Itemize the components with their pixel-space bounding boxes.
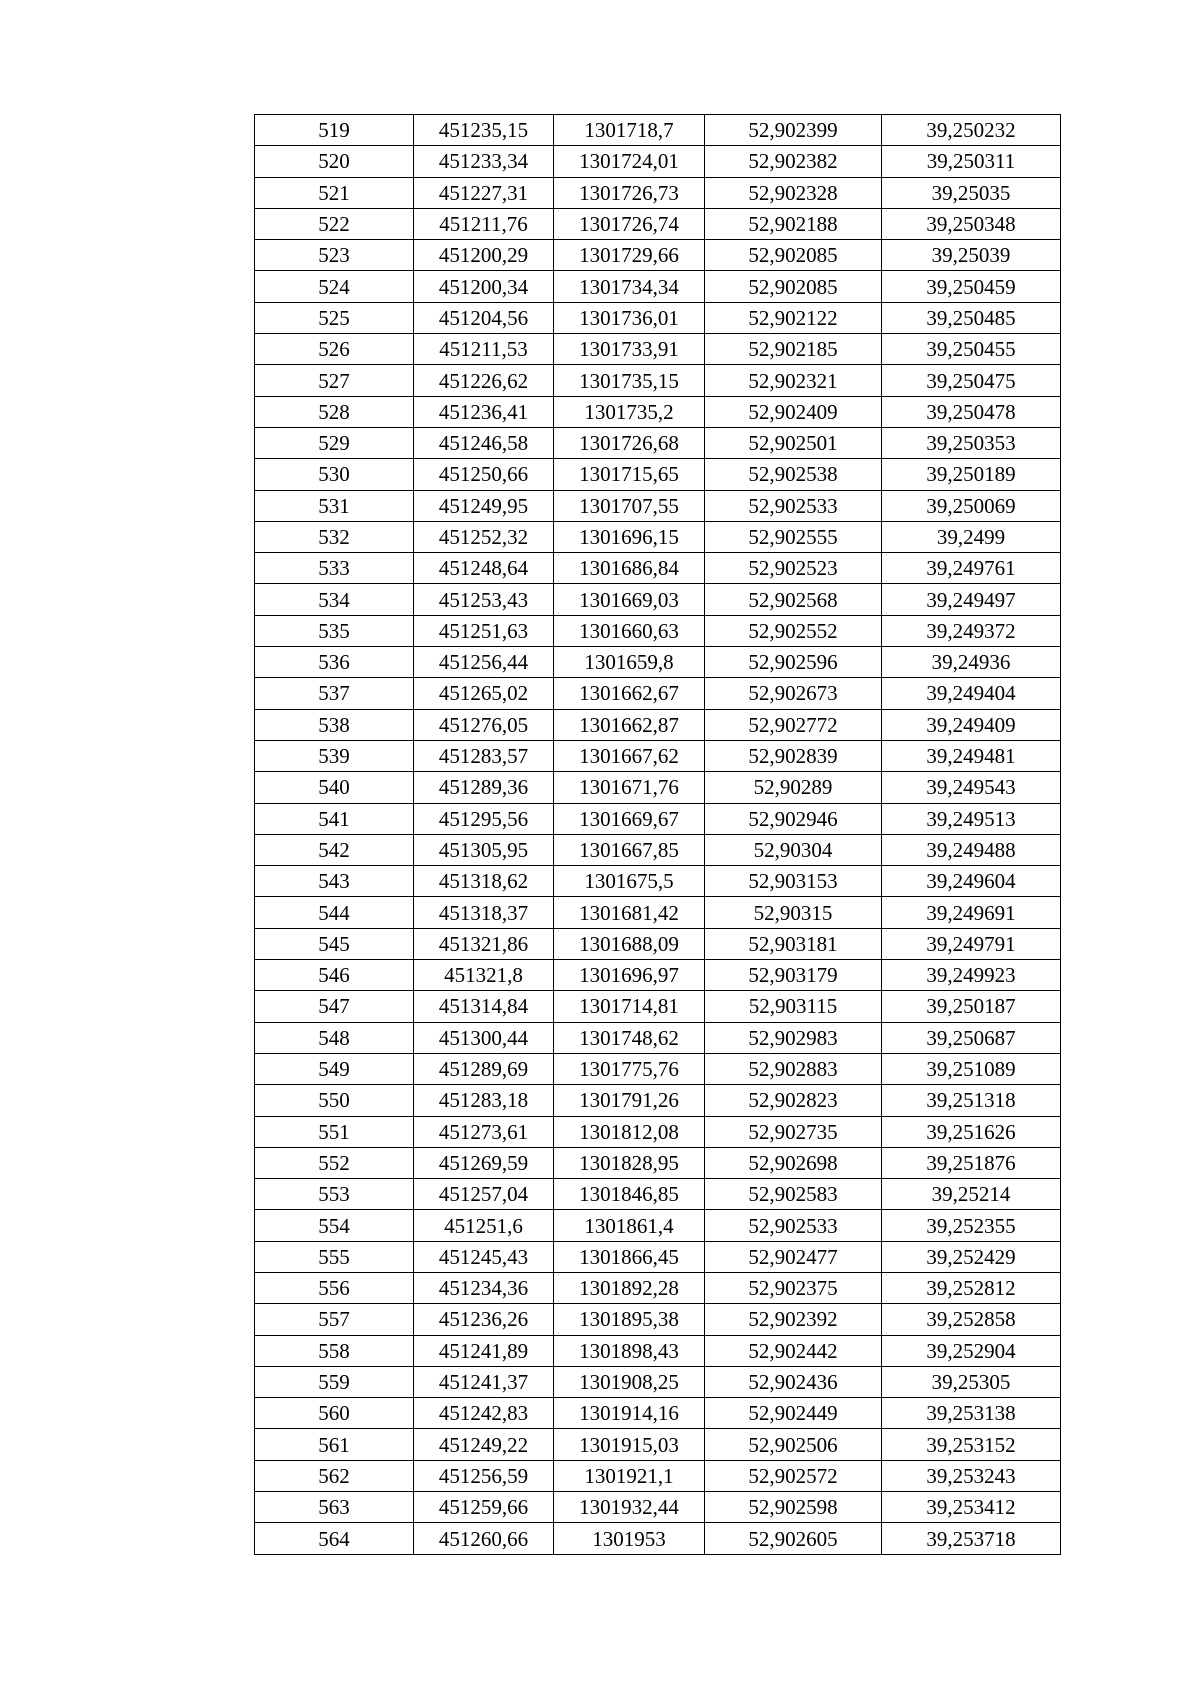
x-coordinate-cell: 451321,86 xyxy=(414,928,554,959)
point-number-cell: 561 xyxy=(255,1429,414,1460)
longitude-cell: 39,253412 xyxy=(882,1492,1061,1523)
point-number-cell: 543 xyxy=(255,866,414,897)
latitude-cell: 52,902533 xyxy=(705,1210,882,1241)
point-number-cell: 532 xyxy=(255,521,414,552)
table-row xyxy=(255,1053,1061,1084)
y-coordinate-cell: 1301718,7 xyxy=(554,115,705,146)
longitude-cell: 39,253152 xyxy=(882,1429,1061,1460)
table-row xyxy=(255,208,1061,239)
y-coordinate-cell: 1301726,73 xyxy=(554,177,705,208)
point-number-cell: 531 xyxy=(255,490,414,521)
table-row xyxy=(255,427,1061,458)
x-coordinate-cell: 451283,18 xyxy=(414,1085,554,1116)
latitude-cell: 52,902399 xyxy=(705,115,882,146)
x-coordinate-cell: 451289,69 xyxy=(414,1053,554,1084)
latitude-cell: 52,902122 xyxy=(705,302,882,333)
point-number-cell: 563 xyxy=(255,1492,414,1523)
y-coordinate-cell: 1301669,67 xyxy=(554,803,705,834)
point-number-cell: 522 xyxy=(255,208,414,239)
longitude-cell: 39,250069 xyxy=(882,490,1061,521)
longitude-cell: 39,249404 xyxy=(882,678,1061,709)
table-row xyxy=(255,866,1061,897)
latitude-cell: 52,902839 xyxy=(705,740,882,771)
y-coordinate-cell: 1301898,43 xyxy=(554,1335,705,1366)
latitude-cell: 52,902085 xyxy=(705,240,882,271)
x-coordinate-cell: 451318,37 xyxy=(414,897,554,928)
point-number-cell: 528 xyxy=(255,396,414,427)
table-row xyxy=(255,240,1061,271)
coordinates-table-body xyxy=(255,115,1061,1555)
latitude-cell: 52,902328 xyxy=(705,177,882,208)
latitude-cell: 52,902523 xyxy=(705,553,882,584)
y-coordinate-cell: 1301953 xyxy=(554,1523,705,1554)
latitude-cell: 52,902883 xyxy=(705,1053,882,1084)
point-number-cell: 534 xyxy=(255,584,414,615)
point-number-cell: 520 xyxy=(255,146,414,177)
latitude-cell: 52,902506 xyxy=(705,1429,882,1460)
y-coordinate-cell: 1301686,84 xyxy=(554,553,705,584)
latitude-cell: 52,902698 xyxy=(705,1147,882,1178)
point-number-cell: 555 xyxy=(255,1241,414,1272)
x-coordinate-cell: 451249,95 xyxy=(414,490,554,521)
y-coordinate-cell: 1301696,97 xyxy=(554,960,705,991)
table-row xyxy=(255,553,1061,584)
point-number-cell: 550 xyxy=(255,1085,414,1116)
table-row xyxy=(255,1523,1061,1554)
longitude-cell: 39,24936 xyxy=(882,647,1061,678)
table-row xyxy=(255,459,1061,490)
y-coordinate-cell: 1301667,62 xyxy=(554,740,705,771)
y-coordinate-cell: 1301675,5 xyxy=(554,866,705,897)
x-coordinate-cell: 451233,34 xyxy=(414,146,554,177)
latitude-cell: 52,90315 xyxy=(705,897,882,928)
point-number-cell: 519 xyxy=(255,115,414,146)
y-coordinate-cell: 1301812,08 xyxy=(554,1116,705,1147)
longitude-cell: 39,249513 xyxy=(882,803,1061,834)
x-coordinate-cell: 451241,89 xyxy=(414,1335,554,1366)
latitude-cell: 52,902583 xyxy=(705,1179,882,1210)
longitude-cell: 39,249481 xyxy=(882,740,1061,771)
longitude-cell: 39,249497 xyxy=(882,584,1061,615)
longitude-cell: 39,249372 xyxy=(882,615,1061,646)
y-coordinate-cell: 1301735,15 xyxy=(554,365,705,396)
y-coordinate-cell: 1301688,09 xyxy=(554,928,705,959)
point-number-cell: 560 xyxy=(255,1398,414,1429)
x-coordinate-cell: 451211,76 xyxy=(414,208,554,239)
table-row xyxy=(255,1147,1061,1178)
longitude-cell: 39,250475 xyxy=(882,365,1061,396)
latitude-cell: 52,902673 xyxy=(705,678,882,709)
table-row xyxy=(255,1492,1061,1523)
table-row xyxy=(255,490,1061,521)
x-coordinate-cell: 451283,57 xyxy=(414,740,554,771)
latitude-cell: 52,903115 xyxy=(705,991,882,1022)
x-coordinate-cell: 451318,62 xyxy=(414,866,554,897)
x-coordinate-cell: 451245,43 xyxy=(414,1241,554,1272)
table-row xyxy=(255,334,1061,365)
latitude-cell: 52,902375 xyxy=(705,1272,882,1303)
point-number-cell: 539 xyxy=(255,740,414,771)
longitude-cell: 39,252429 xyxy=(882,1241,1061,1272)
y-coordinate-cell: 1301921,1 xyxy=(554,1460,705,1491)
point-number-cell: 521 xyxy=(255,177,414,208)
longitude-cell: 39,250459 xyxy=(882,271,1061,302)
table-row xyxy=(255,271,1061,302)
latitude-cell: 52,902392 xyxy=(705,1304,882,1335)
y-coordinate-cell: 1301662,87 xyxy=(554,709,705,740)
point-number-cell: 554 xyxy=(255,1210,414,1241)
y-coordinate-cell: 1301667,85 xyxy=(554,834,705,865)
point-number-cell: 533 xyxy=(255,553,414,584)
table-row xyxy=(255,1116,1061,1147)
x-coordinate-cell: 451204,56 xyxy=(414,302,554,333)
y-coordinate-cell: 1301715,65 xyxy=(554,459,705,490)
longitude-cell: 39,250311 xyxy=(882,146,1061,177)
y-coordinate-cell: 1301736,01 xyxy=(554,302,705,333)
longitude-cell: 39,250478 xyxy=(882,396,1061,427)
latitude-cell: 52,902568 xyxy=(705,584,882,615)
longitude-cell: 39,250353 xyxy=(882,427,1061,458)
point-number-cell: 548 xyxy=(255,1022,414,1053)
y-coordinate-cell: 1301866,45 xyxy=(554,1241,705,1272)
latitude-cell: 52,903181 xyxy=(705,928,882,959)
point-number-cell: 541 xyxy=(255,803,414,834)
point-number-cell: 556 xyxy=(255,1272,414,1303)
longitude-cell: 39,252904 xyxy=(882,1335,1061,1366)
x-coordinate-cell: 451269,59 xyxy=(414,1147,554,1178)
latitude-cell: 52,902477 xyxy=(705,1241,882,1272)
x-coordinate-cell: 451314,84 xyxy=(414,991,554,1022)
point-number-cell: 535 xyxy=(255,615,414,646)
y-coordinate-cell: 1301908,25 xyxy=(554,1366,705,1397)
point-number-cell: 527 xyxy=(255,365,414,396)
table-row xyxy=(255,647,1061,678)
x-coordinate-cell: 451252,32 xyxy=(414,521,554,552)
x-coordinate-cell: 451251,6 xyxy=(414,1210,554,1241)
latitude-cell: 52,903179 xyxy=(705,960,882,991)
table-row xyxy=(255,1366,1061,1397)
y-coordinate-cell: 1301915,03 xyxy=(554,1429,705,1460)
x-coordinate-cell: 451226,62 xyxy=(414,365,554,396)
x-coordinate-cell: 451236,26 xyxy=(414,1304,554,1335)
longitude-cell: 39,249488 xyxy=(882,834,1061,865)
y-coordinate-cell: 1301791,26 xyxy=(554,1085,705,1116)
longitude-cell: 39,251876 xyxy=(882,1147,1061,1178)
latitude-cell: 52,902552 xyxy=(705,615,882,646)
table-row xyxy=(255,1272,1061,1303)
x-coordinate-cell: 451236,41 xyxy=(414,396,554,427)
longitude-cell: 39,250187 xyxy=(882,991,1061,1022)
longitude-cell: 39,253718 xyxy=(882,1523,1061,1554)
y-coordinate-cell: 1301734,34 xyxy=(554,271,705,302)
y-coordinate-cell: 1301748,62 xyxy=(554,1022,705,1053)
point-number-cell: 526 xyxy=(255,334,414,365)
table-row xyxy=(255,146,1061,177)
x-coordinate-cell: 451273,61 xyxy=(414,1116,554,1147)
longitude-cell: 39,249604 xyxy=(882,866,1061,897)
latitude-cell: 52,902572 xyxy=(705,1460,882,1491)
x-coordinate-cell: 451211,53 xyxy=(414,334,554,365)
latitude-cell: 52,902449 xyxy=(705,1398,882,1429)
table-row xyxy=(255,678,1061,709)
latitude-cell: 52,903153 xyxy=(705,866,882,897)
longitude-cell: 39,249543 xyxy=(882,772,1061,803)
x-coordinate-cell: 451251,63 xyxy=(414,615,554,646)
longitude-cell: 39,249923 xyxy=(882,960,1061,991)
x-coordinate-cell: 451227,31 xyxy=(414,177,554,208)
table-row xyxy=(255,1241,1061,1272)
y-coordinate-cell: 1301671,76 xyxy=(554,772,705,803)
latitude-cell: 52,902538 xyxy=(705,459,882,490)
point-number-cell: 529 xyxy=(255,427,414,458)
point-number-cell: 536 xyxy=(255,647,414,678)
x-coordinate-cell: 451200,34 xyxy=(414,271,554,302)
y-coordinate-cell: 1301735,2 xyxy=(554,396,705,427)
table-row xyxy=(255,521,1061,552)
point-number-cell: 562 xyxy=(255,1460,414,1491)
longitude-cell: 39,249791 xyxy=(882,928,1061,959)
y-coordinate-cell: 1301895,38 xyxy=(554,1304,705,1335)
x-coordinate-cell: 451241,37 xyxy=(414,1366,554,1397)
table-row xyxy=(255,615,1061,646)
longitude-cell: 39,250189 xyxy=(882,459,1061,490)
point-number-cell: 549 xyxy=(255,1053,414,1084)
y-coordinate-cell: 1301861,4 xyxy=(554,1210,705,1241)
y-coordinate-cell: 1301846,85 xyxy=(554,1179,705,1210)
y-coordinate-cell: 1301726,74 xyxy=(554,208,705,239)
y-coordinate-cell: 1301914,16 xyxy=(554,1398,705,1429)
table-row xyxy=(255,991,1061,1022)
point-number-cell: 523 xyxy=(255,240,414,271)
y-coordinate-cell: 1301714,81 xyxy=(554,991,705,1022)
latitude-cell: 52,902823 xyxy=(705,1085,882,1116)
y-coordinate-cell: 1301660,63 xyxy=(554,615,705,646)
point-number-cell: 544 xyxy=(255,897,414,928)
point-number-cell: 551 xyxy=(255,1116,414,1147)
longitude-cell: 39,249691 xyxy=(882,897,1061,928)
x-coordinate-cell: 451249,22 xyxy=(414,1429,554,1460)
longitude-cell: 39,253243 xyxy=(882,1460,1061,1491)
longitude-cell: 39,25305 xyxy=(882,1366,1061,1397)
y-coordinate-cell: 1301729,66 xyxy=(554,240,705,271)
point-number-cell: 552 xyxy=(255,1147,414,1178)
y-coordinate-cell: 1301733,91 xyxy=(554,334,705,365)
x-coordinate-cell: 451257,04 xyxy=(414,1179,554,1210)
table-row xyxy=(255,1460,1061,1491)
table-row xyxy=(255,1398,1061,1429)
y-coordinate-cell: 1301659,8 xyxy=(554,647,705,678)
longitude-cell: 39,251318 xyxy=(882,1085,1061,1116)
y-coordinate-cell: 1301681,42 xyxy=(554,897,705,928)
y-coordinate-cell: 1301892,28 xyxy=(554,1272,705,1303)
longitude-cell: 39,250485 xyxy=(882,302,1061,333)
longitude-cell: 39,249761 xyxy=(882,553,1061,584)
table-row xyxy=(255,584,1061,615)
x-coordinate-cell: 451295,56 xyxy=(414,803,554,834)
longitude-cell: 39,253138 xyxy=(882,1398,1061,1429)
table-row xyxy=(255,177,1061,208)
latitude-cell: 52,902436 xyxy=(705,1366,882,1397)
longitude-cell: 39,249409 xyxy=(882,709,1061,740)
table-row xyxy=(255,365,1061,396)
x-coordinate-cell: 451256,59 xyxy=(414,1460,554,1491)
latitude-cell: 52,902409 xyxy=(705,396,882,427)
x-coordinate-cell: 451259,66 xyxy=(414,1492,554,1523)
longitude-cell: 39,252858 xyxy=(882,1304,1061,1335)
x-coordinate-cell: 451289,36 xyxy=(414,772,554,803)
latitude-cell: 52,902605 xyxy=(705,1523,882,1554)
y-coordinate-cell: 1301775,76 xyxy=(554,1053,705,1084)
latitude-cell: 52,902946 xyxy=(705,803,882,834)
latitude-cell: 52,902555 xyxy=(705,521,882,552)
x-coordinate-cell: 451321,8 xyxy=(414,960,554,991)
latitude-cell: 52,902185 xyxy=(705,334,882,365)
x-coordinate-cell: 451305,95 xyxy=(414,834,554,865)
y-coordinate-cell: 1301669,03 xyxy=(554,584,705,615)
x-coordinate-cell: 451234,36 xyxy=(414,1272,554,1303)
longitude-cell: 39,250687 xyxy=(882,1022,1061,1053)
longitude-cell: 39,25039 xyxy=(882,240,1061,271)
point-number-cell: 558 xyxy=(255,1335,414,1366)
longitude-cell: 39,252355 xyxy=(882,1210,1061,1241)
table-row xyxy=(255,1429,1061,1460)
table-row xyxy=(255,834,1061,865)
longitude-cell: 39,25035 xyxy=(882,177,1061,208)
longitude-cell: 39,250455 xyxy=(882,334,1061,365)
table-row xyxy=(255,740,1061,771)
latitude-cell: 52,90289 xyxy=(705,772,882,803)
y-coordinate-cell: 1301828,95 xyxy=(554,1147,705,1178)
point-number-cell: 530 xyxy=(255,459,414,490)
table-row xyxy=(255,960,1061,991)
point-number-cell: 525 xyxy=(255,302,414,333)
table-row xyxy=(255,396,1061,427)
x-coordinate-cell: 451260,66 xyxy=(414,1523,554,1554)
point-number-cell: 559 xyxy=(255,1366,414,1397)
longitude-cell: 39,252812 xyxy=(882,1272,1061,1303)
table-row xyxy=(255,772,1061,803)
y-coordinate-cell: 1301726,68 xyxy=(554,427,705,458)
longitude-cell: 39,250232 xyxy=(882,115,1061,146)
longitude-cell: 39,250348 xyxy=(882,208,1061,239)
y-coordinate-cell: 1301707,55 xyxy=(554,490,705,521)
point-number-cell: 546 xyxy=(255,960,414,991)
longitude-cell: 39,25214 xyxy=(882,1179,1061,1210)
coordinates-table xyxy=(254,114,1061,1555)
latitude-cell: 52,902501 xyxy=(705,427,882,458)
x-coordinate-cell: 451300,44 xyxy=(414,1022,554,1053)
point-number-cell: 557 xyxy=(255,1304,414,1335)
latitude-cell: 52,902321 xyxy=(705,365,882,396)
table-row xyxy=(255,1085,1061,1116)
y-coordinate-cell: 1301724,01 xyxy=(554,146,705,177)
x-coordinate-cell: 451276,05 xyxy=(414,709,554,740)
x-coordinate-cell: 451246,58 xyxy=(414,427,554,458)
table-row xyxy=(255,302,1061,333)
y-coordinate-cell: 1301662,67 xyxy=(554,678,705,709)
point-number-cell: 553 xyxy=(255,1179,414,1210)
y-coordinate-cell: 1301696,15 xyxy=(554,521,705,552)
point-number-cell: 542 xyxy=(255,834,414,865)
x-coordinate-cell: 451256,44 xyxy=(414,647,554,678)
table-row xyxy=(255,928,1061,959)
point-number-cell: 524 xyxy=(255,271,414,302)
table-row xyxy=(255,1022,1061,1053)
table-row xyxy=(255,1335,1061,1366)
latitude-cell: 52,902085 xyxy=(705,271,882,302)
longitude-cell: 39,251089 xyxy=(882,1053,1061,1084)
latitude-cell: 52,902442 xyxy=(705,1335,882,1366)
y-coordinate-cell: 1301932,44 xyxy=(554,1492,705,1523)
table-row xyxy=(255,709,1061,740)
latitude-cell: 52,902382 xyxy=(705,146,882,177)
latitude-cell: 52,902598 xyxy=(705,1492,882,1523)
point-number-cell: 564 xyxy=(255,1523,414,1554)
table-row xyxy=(255,115,1061,146)
latitude-cell: 52,902596 xyxy=(705,647,882,678)
latitude-cell: 52,902188 xyxy=(705,208,882,239)
latitude-cell: 52,902533 xyxy=(705,490,882,521)
table-row xyxy=(255,1210,1061,1241)
table-row xyxy=(255,1304,1061,1335)
table-row xyxy=(255,897,1061,928)
point-number-cell: 547 xyxy=(255,991,414,1022)
latitude-cell: 52,902983 xyxy=(705,1022,882,1053)
table-row xyxy=(255,1179,1061,1210)
latitude-cell: 52,90304 xyxy=(705,834,882,865)
x-coordinate-cell: 451242,83 xyxy=(414,1398,554,1429)
x-coordinate-cell: 451253,43 xyxy=(414,584,554,615)
point-number-cell: 537 xyxy=(255,678,414,709)
longitude-cell: 39,2499 xyxy=(882,521,1061,552)
x-coordinate-cell: 451235,15 xyxy=(414,115,554,146)
longitude-cell: 39,251626 xyxy=(882,1116,1061,1147)
x-coordinate-cell: 451200,29 xyxy=(414,240,554,271)
x-coordinate-cell: 451250,66 xyxy=(414,459,554,490)
latitude-cell: 52,902735 xyxy=(705,1116,882,1147)
point-number-cell: 545 xyxy=(255,928,414,959)
point-number-cell: 540 xyxy=(255,772,414,803)
latitude-cell: 52,902772 xyxy=(705,709,882,740)
x-coordinate-cell: 451265,02 xyxy=(414,678,554,709)
point-number-cell: 538 xyxy=(255,709,414,740)
table-row xyxy=(255,803,1061,834)
x-coordinate-cell: 451248,64 xyxy=(414,553,554,584)
